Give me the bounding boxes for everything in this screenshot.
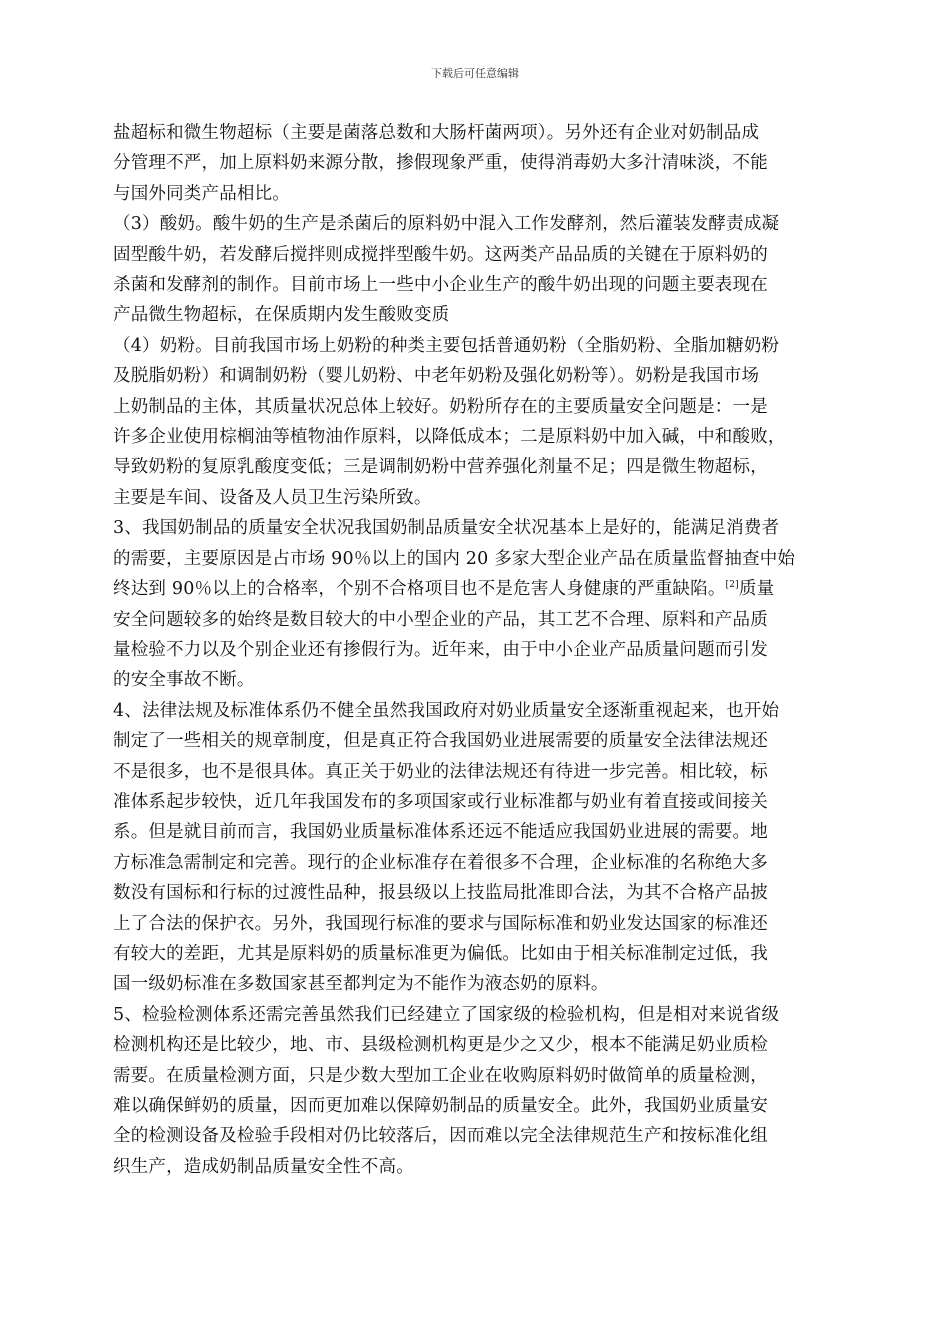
text-line: 盐超标和微生物超标（主要是菌落总数和大肠杆菌两项）。另外还有企业对奶制品成 xyxy=(113,123,760,143)
text-segment: 终达到 90％以上的合格率，个别不合格项目也不是危害人身健康的严重缺陷。 xyxy=(113,579,726,600)
page-header: 下载后可任意编辑 xyxy=(431,67,519,80)
text-line: 织生产，造成奶制品质量安全性不高。 xyxy=(113,1156,414,1177)
text-line: 的需要，主要原因是占市场 90％以上的国内 20 多家大型企业产品在质量监督抽查中始 xyxy=(113,548,796,569)
document-body xyxy=(113,118,839,1182)
text-line: 方标准急需制定和完善。现行的企业标准存在着很多不合理，企业标准的名称绝大多 xyxy=(113,852,768,873)
text-line: 上奶制品的主体，其质量状况总体上较好。奶粉所存在的主要质量安全问题是：一是 xyxy=(113,396,768,417)
text-line: 5、检验检测体系还需完善虽然我们已经建立了国家级的检验机构，但是相对来说省级 xyxy=(113,1004,780,1025)
text-line: 量检验不力以及个别企业还有掺假行为。近年来，由于中小企业产品质量问题而引发 xyxy=(113,639,768,660)
text-line: 安全问题较多的始终是数目较大的中小型企业的产品，其工艺不合理、原料和产品质 xyxy=(113,609,768,630)
text-line: 全的检测设备及检验手段相对仍比较落后，因而难以完全法律规范生产和按标准化组 xyxy=(113,1126,768,1147)
text-line: 与国外同类产品相比。 xyxy=(113,183,290,204)
text-line: （4）奶粉。目前我国市场上奶粉的种类主要包括普通奶粉（全脂奶粉、全脂加糖奶粉 xyxy=(113,335,780,356)
text-line: 及脱脂奶粉）和调制奶粉（婴儿奶粉、中老年奶粉及强化奶粉等）。奶粉是我国市场 xyxy=(113,366,760,387)
text-line: 4、法律法规及标准体系仍不健全虽然我国政府对奶业质量安全逐渐重视起来，也开始 xyxy=(113,700,780,721)
text-line: 系。但是就目前而言，我国奶业质量标准体系还远不能适应我国奶业进展的需要。地 xyxy=(113,822,768,843)
text-segment: 质量 xyxy=(738,579,775,600)
text-line: 上了合法的保护衣。另外，我国现行标准的要求与国际标准和奶业发达国家的标准还 xyxy=(113,913,768,934)
paragraph-milk-powder xyxy=(113,331,839,513)
text-line: （3）酸奶。酸牛奶的生产是杀菌后的原料奶中混入工作发酵剂，然后灌装发酵责成凝 xyxy=(113,214,780,235)
text-line: 制定了一些相关的规章制度，但是真正符合我国奶业进展需要的质量安全法律法规还 xyxy=(113,731,768,752)
text-line: 固型酸牛奶，若发酵后搅拌则成搅拌型酸牛奶。这两类产品品质的关键在于原料奶的 xyxy=(113,244,768,265)
text-line: 主要是车间、设备及人员卫生污染所致。 xyxy=(113,487,432,508)
text-line: 杀菌和发酵剂的制作。目前市场上一些中小企业生产的酸牛奶出现的问题主要表现在 xyxy=(113,275,768,296)
text-line: 3、我国奶制品的质量安全状况我国奶制品质量安全状况基本上是好的，能满足消费者 xyxy=(113,518,780,539)
paragraph-inspection-system xyxy=(113,1000,839,1182)
text-line: 导致奶粉的复原乳酸度变低；三是调制奶粉中营养强化剂量不足；四是微生物超标， xyxy=(113,457,768,478)
text-line: 准体系起步较快，近几年我国发布的多项国家或行业标准都与奶业有着直接或间接关 xyxy=(113,791,768,812)
text-line: 分管理不严，加上原料奶来源分散，掺假现象严重，使得消毒奶大多汁清味淡，不能 xyxy=(113,153,768,174)
paragraph-yogurt xyxy=(113,209,839,331)
text-line: 有较大的差距，尤其是原料奶的质量标准更为偏低。比如由于相关标准制定过低，我 xyxy=(113,943,768,964)
text-line-with-reference xyxy=(113,574,839,604)
paragraph-laws-standards xyxy=(113,696,839,1000)
paragraph-quality-status xyxy=(113,513,839,695)
text-line: 国一级奶标准在多数国家甚至都判定为不能作为液态奶的原料。 xyxy=(113,974,609,995)
text-line: 不是很多，也不是很具体。真正关于奶业的法律法规还有待进一步完善。相比较，标 xyxy=(113,761,768,782)
text-line: 的安全事故不断。 xyxy=(113,670,255,691)
text-line: 产品微生物超标，在保质期内发生酸败变质 xyxy=(113,305,450,326)
text-line: 检测机构还是比较少，地、市、县级检测机构更是少之又少，根本不能满足奶业质检 xyxy=(113,1035,768,1056)
text-line: 数没有国标和行标的过渡性品种，报县级以上技监局批准即合法，为其不合格产品披 xyxy=(113,883,768,904)
paragraph-salt-microbe xyxy=(113,118,839,209)
text-line: 难以确保鲜奶的质量，因而更加难以保障奶制品的质量安全。此外，我国奶业质量安 xyxy=(113,1096,768,1116)
text-line: 需要。在质量检测方面，只是少数大型加工企业在收购原料奶时做简单的质量检测， xyxy=(113,1065,768,1086)
text-line: 许多企业使用棕榈油等植物油作原料，以降低成本；二是原料奶中加入碱，中和酸败， xyxy=(113,427,786,448)
citation-reference: [2] xyxy=(725,580,739,591)
